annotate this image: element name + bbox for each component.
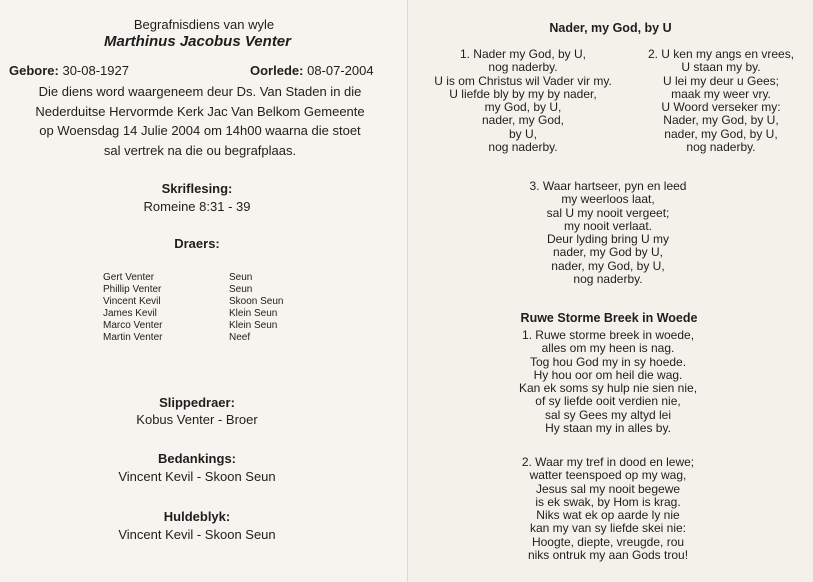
- verse-line: Nader, my God, by U,: [663, 113, 779, 128]
- verse-line: my weerloos laat,: [561, 192, 655, 207]
- verse-line: 2. U ken my angs en vrees,: [647, 47, 795, 61]
- bearer-name: James Kevil: [103, 308, 157, 319]
- reading-heading: Skriflesing:: [161, 181, 233, 196]
- bearer-relation: Seun: [229, 272, 253, 283]
- reading-text: Romeine 8:31 - 39: [143, 199, 251, 214]
- verse-line: nader, my God, by U,: [664, 126, 778, 141]
- verse-line: kan my van sy liefde skei nie:: [529, 521, 687, 536]
- bearer-name: Vincent Kevil: [103, 296, 161, 307]
- intro-line: sal vertrek na die ou begrafplaas.: [103, 142, 297, 158]
- verse-line: U staan my by.: [681, 60, 761, 75]
- died-date: 08-07-2004: [307, 63, 374, 78]
- verse-line: niks ontruk my aan Gods trou!: [527, 548, 689, 563]
- verse-line: Niks wat ek op aarde ly nie: [536, 508, 680, 523]
- verse-line: 1. Ruwe storme breek in woede,: [521, 328, 695, 342]
- bearer-name: Marco Venter: [103, 320, 163, 331]
- hymn1-verse2: [636, 48, 806, 154]
- bearer-relation: Seun: [229, 284, 253, 295]
- hymn1-verse1: [418, 48, 628, 154]
- deceased-name: Marthinus Jacobus Venter: [104, 33, 291, 50]
- thanks-heading: Bedankings:: [157, 451, 236, 466]
- verse-line: nog naderby.: [488, 60, 558, 75]
- slip-text: Kobus Venter - Broer: [136, 412, 258, 427]
- verse-line: Tog hou God my in sy hoede.: [529, 354, 687, 369]
- verse-line: nog naderby.: [488, 140, 558, 155]
- verse-line: Deur lyding bring U my: [546, 232, 670, 247]
- bearers-names: [103, 272, 162, 344]
- verse-line: Hy staan my in alles by.: [545, 421, 671, 436]
- verse-line: 1. Nader my God, by U,: [459, 47, 587, 61]
- verse-line: sal U my nooit vergeet;: [546, 205, 670, 220]
- thanks-text: Vincent Kevil - Skoon Seun: [118, 469, 276, 484]
- verse-line: U liefde bly by my by nader,: [449, 86, 597, 101]
- bearer-name: Gert Venter: [103, 272, 155, 283]
- bearer-relation: Klein Seun: [229, 320, 278, 331]
- born-label: Gebore:: [9, 63, 59, 78]
- verse-line: nog naderby.: [686, 140, 756, 155]
- tribute-heading: Huldeblyk:: [163, 509, 231, 524]
- bearer-relation: Neef: [229, 332, 251, 343]
- verse-line: Kan ek soms sy hulp nie sien nie,: [518, 381, 698, 396]
- slip-heading: Slippedraer:: [159, 395, 235, 410]
- intro-line: Die diens word waargeneem deur Ds. Van Staden in die: [38, 84, 362, 99]
- bearer-relation: Klein Seun: [229, 308, 278, 319]
- verse-line: alles om my heen is nag.: [541, 341, 675, 356]
- hymn2-title: Ruwe Storme Breek in Woede: [520, 311, 698, 325]
- bearer-relation: Skoon Seun: [229, 296, 284, 307]
- right-page: [408, 0, 813, 582]
- verse-line: of sy liefde ooit verdien nie,: [535, 394, 681, 409]
- verse-line: maak my weer vry.: [671, 86, 771, 101]
- verse-line: nader, my God by U,: [552, 245, 664, 260]
- verse-line: nader, my God,: [481, 113, 565, 128]
- service-title: Begrafnisdiens van wyle: [133, 17, 275, 32]
- verse-line: nog naderby.: [573, 272, 643, 287]
- bearer-name: Phillip Venter: [103, 284, 162, 295]
- hymn1-verse3: [518, 180, 698, 286]
- hymn1-title: Nader, my God, by U: [549, 21, 672, 35]
- verse-line: watter teenspoed op my wag,: [529, 468, 687, 483]
- born-date: 30-08-1927: [62, 63, 129, 78]
- verse-line: U is om Christus wil Vader vir my.: [434, 73, 612, 88]
- hymn2-verse1: [508, 329, 708, 435]
- verse-line: sal sy Gees my altyd lei: [544, 407, 672, 422]
- born-row: [9, 63, 129, 79]
- bearers-heading: Draers:: [174, 236, 220, 251]
- intro-paragraph: [0, 82, 400, 160]
- intro-line: Nederduitse Hervormde Kerk Jac Van Belkom Gemeente: [35, 103, 365, 119]
- verse-line: Jesus sal my nooit begewe: [535, 481, 681, 496]
- verse-line: U Woord verseker my:: [661, 100, 781, 115]
- verse-line: 2. Waar my tref in dood en lewe;: [521, 455, 695, 469]
- verse-line: my nooit verlaat.: [563, 218, 653, 233]
- verse-line: U lei my deur u Gees;: [662, 73, 780, 88]
- died-label: Oorlede:: [250, 63, 304, 78]
- verse-line: 3. Waar hartseer, pyn en leed: [529, 179, 687, 193]
- verse-line: nader, my God, by U,: [551, 258, 665, 273]
- intro-line: op Woensdag 14 Julie 2004 om 14h00 waarna die stoet: [39, 123, 361, 138]
- verse-line: by U,: [508, 126, 537, 141]
- verse-line: my God, by U,: [484, 100, 562, 115]
- tribute-text: Vincent Kevil - Skoon Seun: [118, 527, 276, 542]
- bearer-name: Martin Venter: [103, 332, 163, 343]
- died-row: [250, 63, 374, 79]
- verse-line: is ek swak, by Hom is krag.: [535, 494, 681, 509]
- bearers-relations: [229, 272, 284, 344]
- hymn2-verse2: [508, 456, 708, 562]
- verse-line: Hy hou oor om heil die wag.: [533, 367, 683, 382]
- verse-line: Hoogte, diepte, vreugde, rou: [531, 534, 685, 549]
